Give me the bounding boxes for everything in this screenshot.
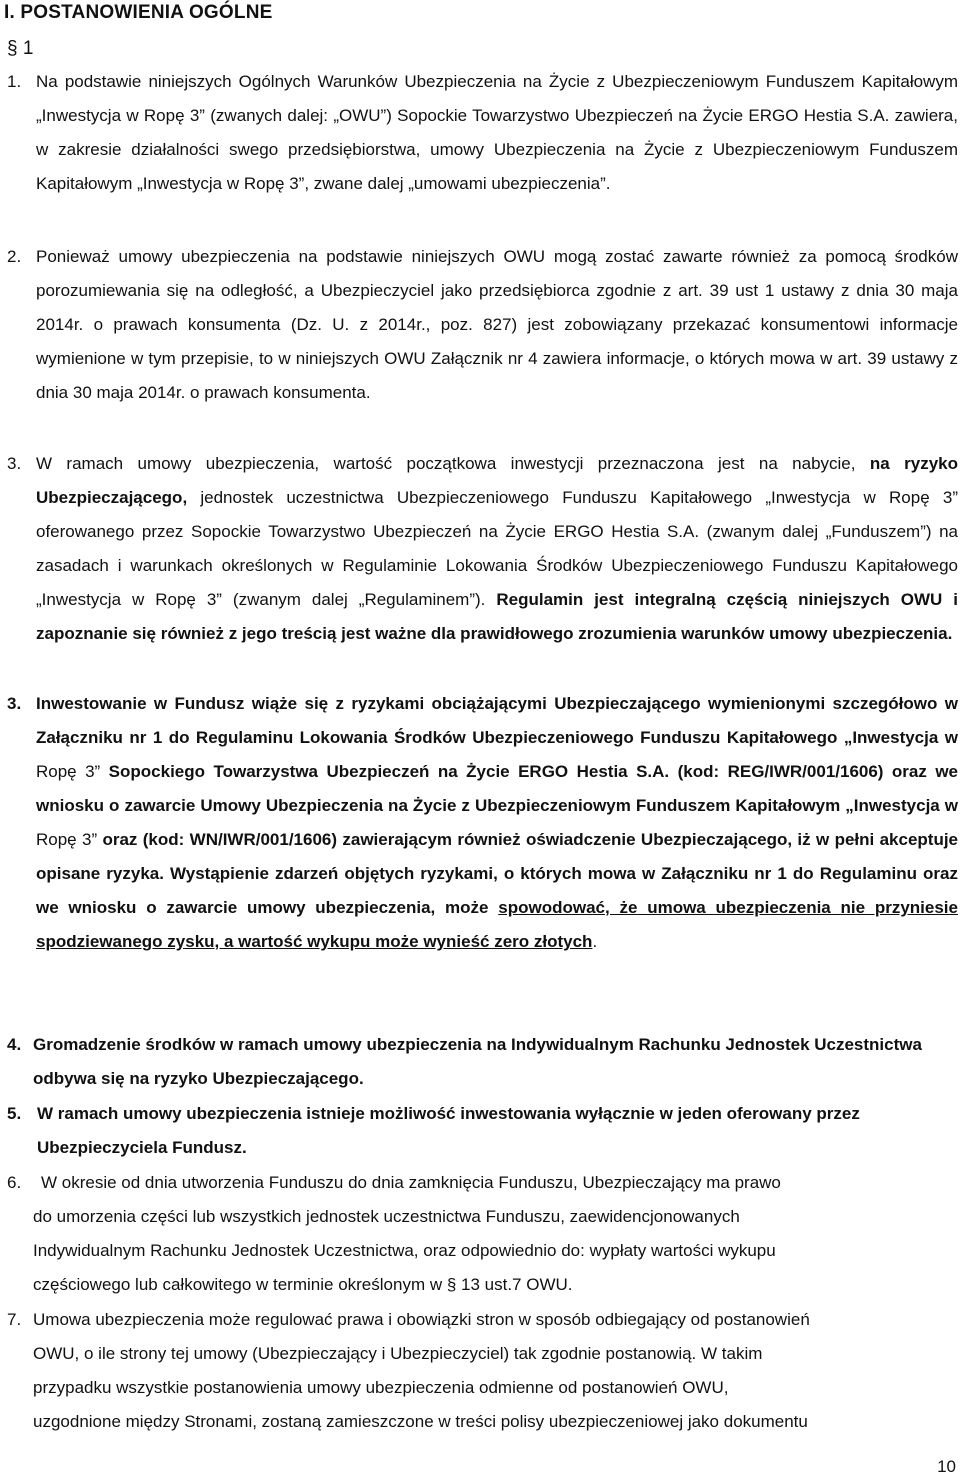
clause-text — [36, 447, 958, 651]
clause-line: Indywidualnym Rachunku Jednostek Uczestnictwa, oraz odpowiednio do: wypłaty wartości wykupu — [33, 1241, 776, 1260]
clause-bold-part: na ryzyko Ubezpieczającego, — [36, 454, 958, 507]
clause-text-part: W ramach umowy ubezpieczenia, wartość początkowa inwestycji przeznaczona jest na nabycie, — [36, 454, 856, 473]
clause-text: Ponieważ umowy ubezpieczenia na podstawie niniejszych OWU mogą zostać zawarte również za pomocą środków porozumiewania się na odległość, a Ubezpieczyciel jako przedsiębiorca zgodnie z art. 39 ust 1 ustawy z dnia 30 maja 2014r. o prawach konsumenta (Dz. U. z 2014r., poz. 827) jest zobowiązany przekazać konsumentowi informacje wymienione w tym przepisie, to w niniejszych OWU Załącznik nr 4 zawiera informacje, o których mowa w art. 39 ustawy z dnia 30 maja 2014r. o prawach konsumenta. — [36, 247, 958, 402]
section-heading: I. POSTANOWIENIA OGÓLNE — [4, 2, 273, 23]
clause-bold-part: Regulamin jest integralną częścią niniejszych OWU i zapoznanie się również z jego treścią jest ważne dla prawidłowego zrozumienia warunków umowy ubezpieczenia. — [36, 590, 958, 643]
clause-bold-part: Inwestowanie w Fundusz wiąże się z ryzykami obciążającymi Ubezpieczającego wymienionymi szczegółowo w Załączniku nr 1 do Regulaminu Lokowania Środków Ubezpieczeniowego Funduszu Kapitałowego „Inwestycja w — [36, 694, 958, 747]
clause-bold-part: Sopockiego Towarzystwa Ubezpieczeń na Życie ERGO Hestia S.A. (kod: REG/IWR/001/1606) oraz we wniosku o zawarcie Umowy Ubezpieczenia na Życie z Ubezpieczeniowym Funduszem Kapitałowym „Inwestycja w — [36, 762, 958, 815]
clause-number: 3. — [7, 694, 22, 713]
clause-underlined-part: spowodować, że umowa ubezpieczenia nie przyniesie spodziewanego zysku, a wartość wykupu może wynieść zero złotych — [36, 898, 958, 951]
clause-text: W ramach umowy ubezpieczenia istnieje możliwość inwestowania wyłącznie w jeden oferowany przez Ubezpieczyciela Fundusz. — [37, 1104, 860, 1157]
clause-text — [33, 1166, 958, 1302]
clause-text-part: Ropę 3” — [36, 830, 98, 849]
clause-line: przypadku wszystkie postanowienia umowy ubezpieczenia odmienne od postanowień OWU, — [33, 1378, 729, 1397]
clause-line: OWU, o ile strony tej umowy (Ubezpieczający i Ubezpieczyciel) tak zgodnie postanowią. W takim — [33, 1344, 763, 1363]
clause-number: 6. — [7, 1173, 22, 1192]
clause-line: częściowego lub całkowitego w terminie określonym w § 13 ust.7 OWU. — [33, 1275, 573, 1294]
clause-line: do umorzenia części lub wszystkich jednostek uczestnictwa Funduszu, zaewidencjonowanych — [33, 1207, 740, 1226]
clause-text-part: Ropę 3” — [36, 762, 101, 781]
clause-number: 1. — [7, 72, 22, 91]
clause-text-part: jednostek uczestnictwa Ubezpieczeniowego Funduszu Kapitałowego „Inwestycja w Ropę 3” oferowanego przez Sopockie Towarzystwo Ubezpieczeń na Życie ERGO Hestia S.A. (zwanym dalej „Funduszem”) na zasadach i warunkach określonych w Regulaminie Lokowania Środków Ubezpieczeniowego Funduszu Kapitałowego „Inwestycja w Ropę 3” (zwanym dalej „Regulaminem”). — [36, 488, 958, 609]
clause-line: uzgodnione między Stronami, zostaną zamieszczone w treści polisy ubezpieczeniowej jako dokumentu — [33, 1412, 808, 1431]
clause-number: 2. — [7, 247, 22, 266]
clause-line: Umowa ubezpieczenia może regulować prawa i obowiązki stron w sposób odbiegający od postanowień — [33, 1310, 810, 1329]
clause-number: 4. — [7, 1035, 22, 1054]
clause-text: Gromadzenie środków w ramach umowy ubezpieczenia na Indywidualnym Rachunku Jednostek Uczestnictwa odbywa się na ryzyko Ubezpieczającego. — [33, 1035, 922, 1088]
paragraph-sign: § 1 — [7, 38, 34, 59]
clause-number: 3. — [7, 454, 22, 473]
clause-number: 7. — [7, 1310, 22, 1329]
clause-number: 5. — [7, 1104, 22, 1123]
clause-text — [33, 1303, 958, 1439]
clause-end: . — [592, 932, 598, 951]
page-number: 10 — [937, 1457, 956, 1476]
clause-line: W okresie od dnia utworzenia Funduszu do dnia zamknięcia Funduszu, Ubezpieczający ma prawo — [41, 1173, 781, 1192]
clause-bold-part: oraz (kod: WN/IWR/001/1606) zawierającym również oświadczenie Ubezpieczającego, iż w pełni akceptuje opisane ryzyka. Wystąpienie zdarzeń objętych ryzykami, o których mowa w Załączniku nr 1 do Regulaminu oraz we wniosku o zawarcie umowy ubezpieczenia, może — [36, 830, 959, 917]
clause-text — [36, 687, 958, 959]
clause-text: Na podstawie niniejszych Ogólnych Warunków Ubezpieczenia na Życie z Ubezpieczeniowym Funduszem Kapitałowym „Inwestycja w Ropę 3” (zwanych dalej: „OWU”) Sopockie Towarzystwo Ubezpieczeń na Życie ERGO Hestia S.A. zawiera, w zakresie działalności swego przedsiębiorstwa, umowy Ubezpieczenia na Życie z Ubezpieczeniowym Funduszem Kapitałowym „Inwestycja w Ropę 3”, zwane dalej „umowami ubezpieczenia”. — [36, 72, 958, 193]
